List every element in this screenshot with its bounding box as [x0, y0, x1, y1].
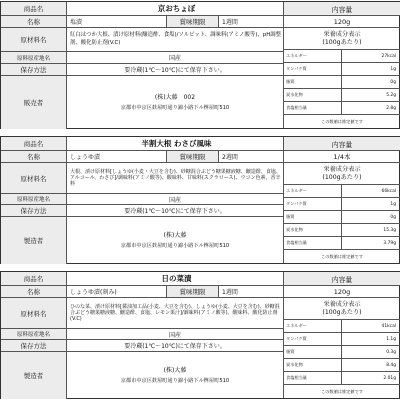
storage-key: 保存方法 [1, 340, 67, 351]
best-before-key: 賞味期限 [167, 151, 219, 162]
label-hanwari-daikon [0, 136, 400, 264]
label-hinona-zuke [0, 271, 400, 399]
nutri-key: 炭水化物 [284, 359, 342, 371]
content-key: 内容量 [284, 137, 400, 150]
nutrition-title: 栄養成分表示 [323, 300, 361, 308]
maker-key: 製造者 [1, 217, 67, 264]
name-value: しょうゆ漬(刻み) [67, 286, 167, 297]
nutrition-per: (100gあたり) [322, 38, 362, 46]
maker-address: 京都市中京区麸屋町通り錦小路下ル桝屋町510 [120, 377, 230, 384]
nutri-value: 5.2g [386, 92, 396, 98]
origin-value: 国産 [168, 55, 181, 62]
origin-value: 国産 [168, 196, 181, 204]
nutri-key: 炭水化物 [284, 89, 342, 101]
name-value: しょうゆ漬 [67, 151, 167, 162]
maker-company: (株)大藤 [163, 231, 187, 239]
content-value: 1/4本 [333, 153, 351, 161]
product-name-key: 商品名 [1, 137, 67, 150]
nutri-key: タンパク質 [284, 198, 342, 210]
product-name-key: 商品名 [1, 272, 67, 285]
nutri-key: エネルギー [284, 185, 342, 197]
nutri-key: 脂質 [284, 346, 342, 358]
best-before-value: 1週間 [222, 289, 238, 296]
nutrition-title: 栄養成分表示 [323, 165, 361, 173]
nutri-key: 食塩相当量 [284, 102, 342, 114]
maker-key: 販売者 [1, 76, 67, 129]
nutri-value: 2.8g [386, 105, 396, 111]
maker-address: 京都市中京区麸屋町通り錦小路下ル桝屋町510 [120, 242, 230, 249]
content-value: 120g [333, 17, 351, 26]
nutrition-note: この数値は推定値です [321, 119, 363, 124]
nutri-value: 1.1g [386, 336, 396, 342]
nutrition-per: (100gあたり) [322, 173, 362, 181]
product-name: 京おちょぼ [157, 4, 196, 13]
nutri-key: エネルギー [284, 50, 342, 62]
ingredients-key: 原材料名 [1, 298, 67, 328]
name-key: 名称 [1, 151, 67, 162]
nutri-value: 66kcal [381, 188, 396, 194]
nutri-key: 脂質 [284, 76, 342, 88]
storage-value: 要冷蔵(1℃〜10℃)にて保存下さい。 [124, 67, 226, 74]
nutri-value: 8.4g [386, 362, 396, 368]
nutri-key: エネルギー [284, 320, 342, 332]
ingredients-value: 紅白はつか大根、漬け原材料(醸造酢、食塩)/ソルビット、調味料(アミノ酸等)、pH調整剤、酸化防止剤(V.C) [70, 32, 282, 46]
maker-key: 製造者 [1, 352, 67, 399]
best-before-value: 1週間 [222, 19, 238, 26]
maker-company: (株)大藤 002 [154, 93, 196, 101]
origin-key: 原料原産地名 [1, 52, 67, 63]
nutrition-title: 栄養成分表示 [323, 30, 361, 38]
nutri-value: 2.01g [383, 375, 396, 381]
nutri-key: タンパク質 [284, 63, 342, 75]
name-key: 名称 [1, 16, 67, 27]
name-value: 塩漬 [67, 16, 167, 27]
nutri-key: 食塩相当量 [284, 237, 342, 249]
nutri-value: 3.79g [383, 240, 396, 246]
maker-address: 京都市中京区麸屋町通り錦小路下ル桝屋町510 [120, 104, 230, 111]
storage-key: 保存方法 [1, 64, 67, 75]
storage-key: 保存方法 [1, 205, 67, 216]
content-value: 120g [333, 287, 351, 296]
origin-key: 原料原産地名 [1, 194, 67, 204]
nutri-value: 0g [390, 214, 396, 220]
content-key: 内容量 [284, 2, 400, 15]
ingredients-key: 原材料名 [1, 163, 67, 193]
storage-value: 要冷蔵(1℃〜10℃)にて保存下さい。 [124, 343, 226, 350]
product-name: 半割大根 わさび風味 [141, 139, 212, 148]
nutrition-per: (100gあたり) [322, 308, 362, 316]
origin-value: 国産 [168, 331, 181, 339]
nutri-value: 0g [390, 79, 396, 85]
best-before-key: 賞味期限 [167, 286, 219, 297]
nutri-key: 脂質 [284, 211, 342, 223]
product-name: 日の菜漬 [161, 274, 192, 283]
ingredients-value: 大根、漬け原材料[しょうゆ(小麦・大豆を含む)、砂糖混合ぶどう糖果糖液糖、醸造酢、食塩、アルコール、わさび]/調味料(アミノ酸等)、酸味料、甘味料(スクラロース)、ウコン色素、香辛料 [70, 168, 281, 188]
best-before-value: 2週間 [222, 154, 238, 161]
nutri-value: 15.3g [383, 227, 396, 233]
storage-value: 要冷蔵(1℃〜10℃)にて保存下さい。 [124, 208, 226, 215]
nutri-key: 炭水化物 [284, 224, 342, 236]
product-name-key: 商品名 [1, 2, 67, 15]
nutrition-note: この数値は推定値です [321, 254, 363, 259]
best-before-key: 賞味期限 [167, 16, 219, 27]
nutri-key: 食塩相当量 [284, 372, 342, 384]
nutri-value: 1g [390, 201, 396, 207]
nutrition-note: この数値は推定値です [321, 389, 363, 394]
nutri-value: 27kcal [381, 53, 396, 59]
label-kyo-ochobo [0, 1, 400, 129]
nutri-value: 41kcal [381, 323, 396, 329]
ingredients-value: ひのな菜、漬け原材料[醤油加工品(小麦、大豆を含む)、しょうゆ(小麦、大豆を含む)、砂糖混合ぶどう糖果糖液糖、醸造酢、食塩、レモン果汁]/調味料(アミノ酸等)、酸味料、酸化防止剤(V.C) [70, 303, 280, 323]
maker-company: (株)大藤 [163, 366, 187, 374]
nutri-key: タンパク質 [284, 333, 342, 345]
content-key: 内容量 [284, 272, 400, 285]
origin-key: 原料原産地名 [1, 329, 67, 339]
nutri-value: 1g [390, 66, 396, 72]
nutri-value: 0.3g [386, 349, 396, 355]
ingredients-key: 原材料名 [1, 28, 67, 51]
name-key: 名称 [1, 286, 67, 297]
